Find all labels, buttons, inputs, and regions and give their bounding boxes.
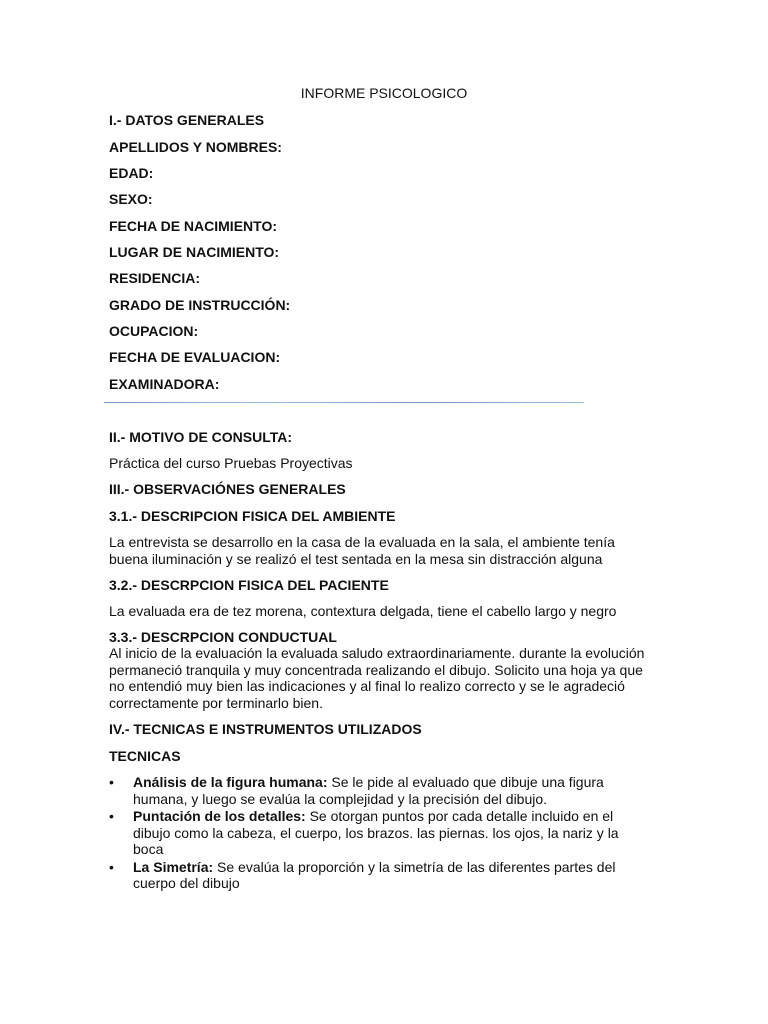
field-residencia: RESIDENCIA: bbox=[109, 270, 201, 286]
list-item-term: Análisis de la figura humana: bbox=[133, 774, 328, 790]
list-item bbox=[109, 859, 649, 892]
section-observaciones-heading: III.- OBSERVACIÓNES GENERALES bbox=[109, 481, 346, 497]
field-ocupacion: OCUPACION: bbox=[109, 323, 199, 339]
list-item bbox=[109, 774, 649, 807]
list-item bbox=[109, 808, 649, 858]
list-item-term: La Simetría: bbox=[133, 858, 214, 875]
list-item-desc: Se le pide al evaluado que dibuje una figura humana, y luego se evalúa la complejidad y la precisión del dibujo. bbox=[133, 774, 604, 807]
field-apellidos-nombres: APELLIDOS Y NOMBRES: bbox=[109, 139, 282, 155]
section-tecnicas-heading: IV.- TECNICAS E INSTRUMENTOS UTILIZADOS bbox=[109, 721, 422, 737]
field-fecha-evaluacion: FECHA DE EVALUACION: bbox=[109, 349, 281, 365]
subsection-conductual-heading: 3.3.- DESCRPCION CONDUCTUAL bbox=[109, 629, 337, 645]
bullet-icon: • bbox=[109, 808, 114, 824]
list-item-desc: Se evalúa la proporción y la simetría de las diferentes partes del cuerpo del dibujo bbox=[133, 858, 616, 891]
paciente-text: La evaluada era de tez morena, contextura delgada, tiene el cabello largo y negro bbox=[109, 603, 617, 619]
field-grado-instruccion: GRADO DE INSTRUCCIÓN: bbox=[109, 297, 291, 313]
ambiente-text: La entrevista se desarrollo en la casa de la evaluada en la sala, el ambiente tenía buena iluminación y se realizó el test sentada en la mesa sin distracción alguna bbox=[109, 534, 615, 567]
bullet-icon: • bbox=[109, 774, 114, 790]
bullet-icon: • bbox=[109, 858, 114, 875]
conductual-text: Al inicio de la evaluación la evaluada saludo extraordinariamente. durante la evolución permaneció tranquila y muy concentrada realizando el dibujo. Solicito una hoja ya que no entendió muy bien las indicaciones y al final lo realizo correcto y se le agradeció correctamente por terminarlo bien. bbox=[109, 645, 645, 711]
section-motivo-heading: II.- MOTIVO DE CONSULTA: bbox=[109, 429, 293, 445]
motivo-text: Práctica del curso Pruebas Proyectivas bbox=[109, 455, 353, 471]
field-fecha-nacimiento: FECHA DE NACIMIENTO: bbox=[109, 218, 277, 234]
section-datos-generales-heading: I.- DATOS GENERALES bbox=[109, 112, 265, 128]
document-title: INFORME PSICOLOGICO bbox=[300, 85, 468, 101]
field-edad: EDAD: bbox=[109, 165, 154, 181]
field-examinadora: EXAMINADORA: bbox=[109, 376, 220, 392]
subsection-paciente-heading: 3.2.- DESCRPCION FISICA DEL PACIENTE bbox=[109, 577, 389, 593]
field-lugar-nacimiento: LUGAR DE NACIMIENTO: bbox=[109, 244, 280, 260]
subsection-ambiente-heading: 3.1.- DESCRIPCION FISICA DEL AMBIENTE bbox=[109, 508, 396, 524]
list-item-desc: Se otorgan puntos por cada detalle incluido en el dibujo como la cabeza, el cuerpo, los brazos. las piernas. los ojos, la nariz y la boca bbox=[133, 808, 619, 857]
tecnicas-subheading: TECNICAS bbox=[109, 748, 181, 764]
field-sexo: SEXO: bbox=[109, 191, 153, 207]
section-divider bbox=[104, 402, 584, 403]
tecnicas-list bbox=[109, 774, 649, 893]
list-item-term: Puntación de los detalles: bbox=[133, 808, 306, 824]
